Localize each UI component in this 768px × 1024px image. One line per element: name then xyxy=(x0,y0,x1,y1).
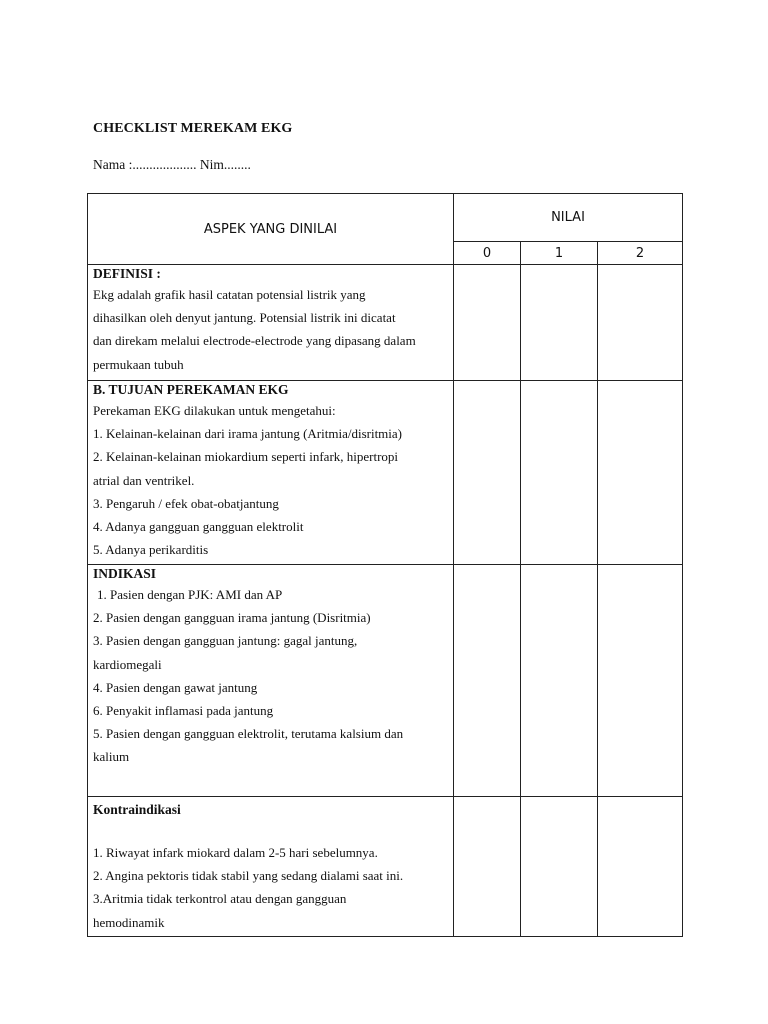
aspect-cell-tujuan xyxy=(88,381,454,565)
score-header-0: 0 xyxy=(454,242,521,265)
section-line: 3. Pasien dengan gangguan jantung: gagal jantung, xyxy=(93,633,358,649)
score-header-2: 2 xyxy=(598,242,683,265)
section-line: 2. Kelainan-kelainan miokardium seperti infark, hipertropi xyxy=(93,449,399,465)
score-cell-0[interactable] xyxy=(454,565,521,797)
section-line: 5. Pasien dengan gangguan elektrolit, terutama kalsium dan xyxy=(93,726,404,742)
score-cell-1[interactable] xyxy=(521,381,598,565)
section-line: permukaan tubuh xyxy=(93,356,184,372)
section-line: Ekg adalah grafik hasil catatan potensial listrik yang xyxy=(93,287,366,302)
score-cell-1[interactable] xyxy=(521,265,598,381)
score-cell-2[interactable] xyxy=(598,565,683,797)
section-line: 1. Riwayat infark miokard dalam 2-5 hari sebelumnya. xyxy=(93,845,378,860)
section-line: hemodinamik xyxy=(93,914,165,930)
section-line: 1. Kelainan-kelainan dari irama jantung (Aritmia/disritmia) xyxy=(93,426,403,442)
section-line: dan direkam melalui electrode-electrode yang dipasang dalam xyxy=(93,333,416,349)
score-cell-2[interactable] xyxy=(598,797,683,937)
table-row-tujuan xyxy=(88,381,683,565)
score-cell-0[interactable] xyxy=(454,797,521,937)
checklist-table xyxy=(87,193,683,937)
table-row-kontraindikasi xyxy=(88,797,683,937)
score-cell-0[interactable] xyxy=(454,265,521,381)
section-line: kalium xyxy=(93,749,130,765)
section-line: 5. Adanya perikarditis xyxy=(93,542,209,558)
section-line: atrial dan ventrikel. xyxy=(93,472,195,488)
blank-line xyxy=(93,819,448,841)
aspect-cell-indikasi xyxy=(88,565,454,797)
section-line: 2. Pasien dengan gangguan irama jantung (Disritmia) xyxy=(93,610,371,626)
score-cell-1[interactable] xyxy=(521,565,598,797)
section-title-definisi: DEFINISI : xyxy=(93,266,161,281)
identity-line: Nama :................... Nim........ xyxy=(93,157,251,172)
table-row-definisi xyxy=(88,265,683,381)
section-line: 1. Pasien dengan PJK: AMI dan AP xyxy=(97,587,283,602)
header-row xyxy=(88,194,683,242)
section-line: kardiomegali xyxy=(93,656,162,672)
score-cell-2[interactable] xyxy=(598,265,683,381)
section-line: 4. Pasien dengan gawat jantung xyxy=(93,679,258,695)
score-cell-2[interactable] xyxy=(598,381,683,565)
section-title-tujuan: B. TUJUAN PEREKAMAN EKG xyxy=(93,382,289,397)
section-title-kontraindikasi: Kontraindikasi xyxy=(93,802,181,817)
document-title: CHECKLIST MEREKAM EKG xyxy=(93,121,293,136)
score-header-1: 1 xyxy=(521,242,598,265)
section-title-indikasi: INDIKASI xyxy=(93,566,157,581)
table-row-indikasi xyxy=(88,565,683,797)
section-line: 4. Adanya gangguan gangguan elektrolit xyxy=(93,519,304,535)
section-line: dihasilkan oleh denyut jantung. Potensial listrik ini dicatat xyxy=(93,310,396,326)
aspect-header: ASPEK YANG DINILAI xyxy=(88,194,454,265)
nilai-header: NILAI xyxy=(454,194,683,242)
aspect-cell-definisi xyxy=(88,265,454,381)
score-cell-1[interactable] xyxy=(521,797,598,937)
section-line: 3.Aritmia tidak terkontrol atau dengan gangguan xyxy=(93,891,347,907)
aspect-cell-kontraindikasi xyxy=(88,797,454,937)
section-line: 3. Pengaruh / efek obat-obatjantung xyxy=(93,495,279,511)
section-line: 2. Angina pektoris tidak stabil yang sedang dialami saat ini. xyxy=(93,868,404,884)
section-line: Perekaman EKG dilakukan untuk mengetahui: xyxy=(93,403,336,418)
score-cell-0[interactable] xyxy=(454,381,521,565)
section-line: 6. Penyakit inflamasi pada jantung xyxy=(93,703,274,719)
